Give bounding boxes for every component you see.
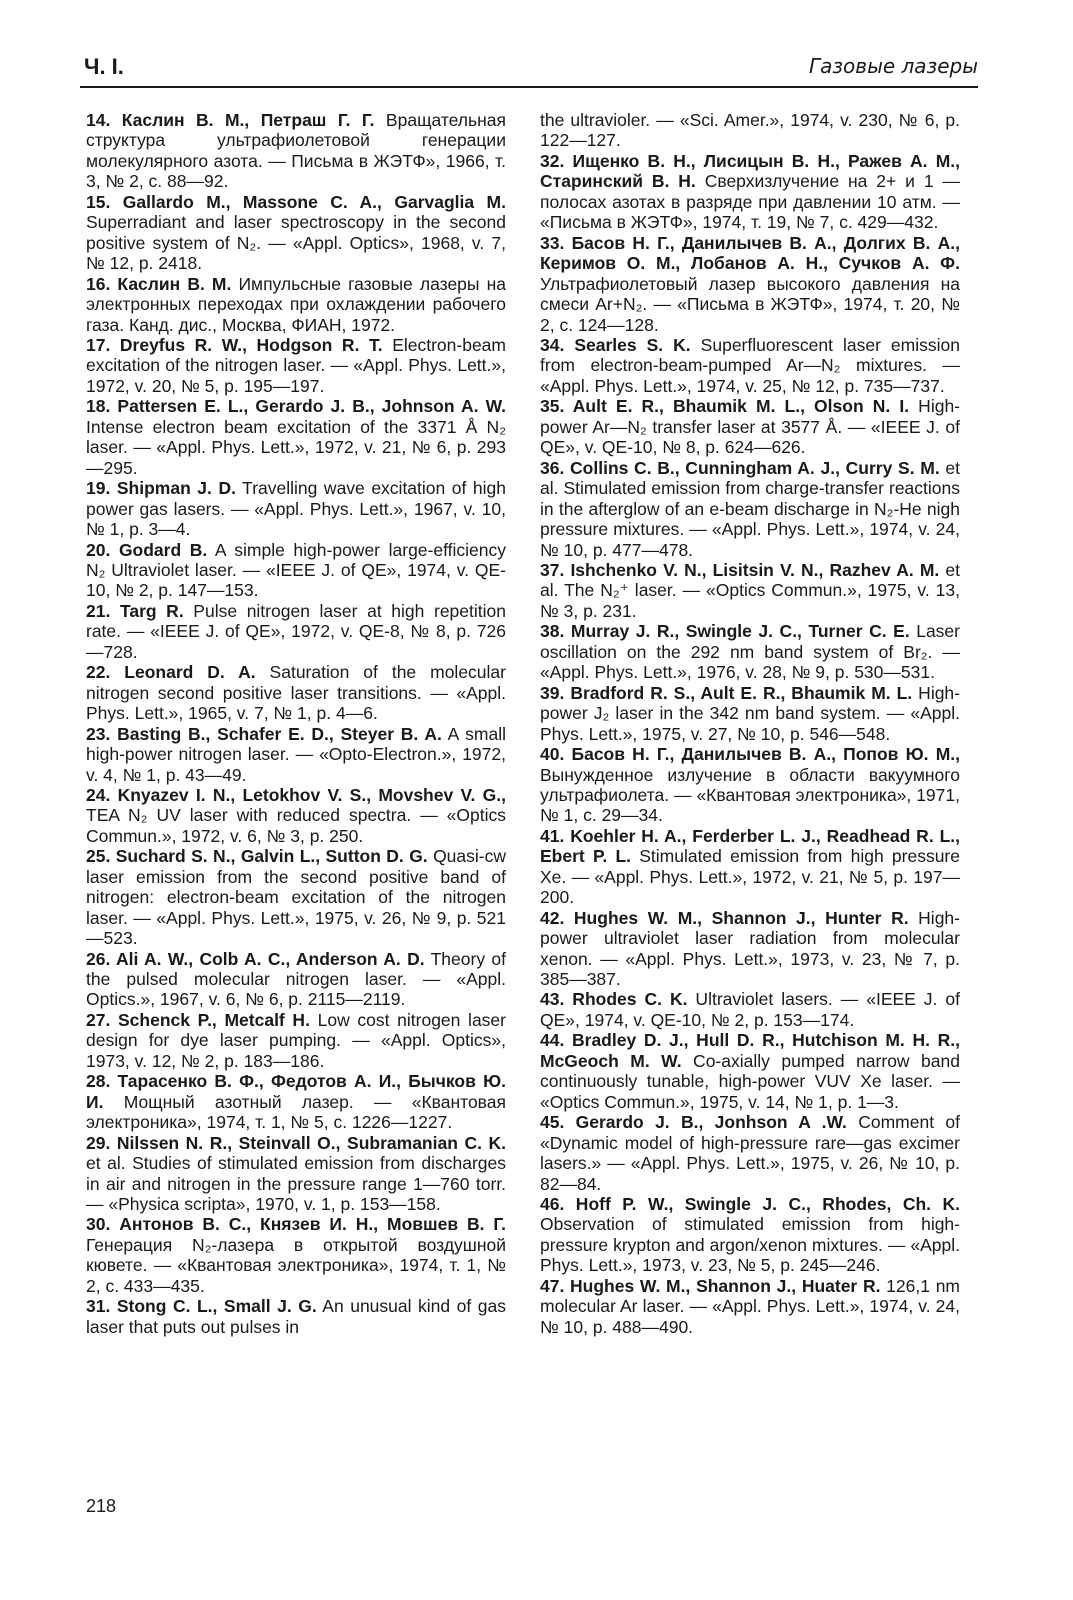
reference-text: et al. Studies of stimulated emission from discharges in air and nitrogen in the pressure range 1—760 torr. — «Physica scripta», 1970, v. 1, p. 153—158. [86,1153,506,1215]
reference-authors: 36. Collins C. B., Cunningham A. J., Curry S. M. [540,457,940,478]
chapter-label: Ч. I. [84,54,124,79]
reference-text: A simple high-power large-efficiency N₂ Ultraviolet laser. — «IEEE J. of QE», 1974, v. QE-10, № 2, p. 147—153. [86,539,506,601]
reference-entry [86,949,506,1010]
reference-text: Superfluorescent laser emission from electron-beam-pumped Ar—N₂ mixtures. — «Appl. Phys. Lett.», 1974, v. 25, № 12, p. 735—737. [540,334,960,396]
reference-authors: 38. Murray J. R., Swingle J. C., Turner C. E. [540,621,910,642]
reference-text: High-power ultraviolet laser radiation from molecular xenon. — «Appl. Phys. Lett.», 1973, v. 23, № 7, p. 385—387. [540,907,960,990]
left-column [86,110,506,1337]
reference-text: Ультрафиолетовый лазер высокого давления на смеси Ar+N₂. — «Письма в ЖЭТФ», 1974, т. 20, № 2, с. 124—128. [540,273,960,335]
reference-text: Intense electron beam excitation of the 3371 Å N₂ laser. — «Appl. Phys. Lett.», 1972, v. 21, № 6, p. 293—295. [86,416,506,478]
reference-entry [86,540,506,601]
reference-authors: 15. Gallardo M., Massone C. A., Garvaglia M. [86,191,506,212]
reference-entry [86,110,506,192]
reference-text: Вращательная структура ультрафиолетовой генерации молекулярного азота. — Письма в ЖЭТФ», 1966, т. 3, № 2, с. 88—92. [86,110,506,192]
page-number: 218 [86,1496,117,1516]
reference-entry [86,1071,506,1132]
reference-entry [540,335,960,396]
reference-authors: 30. Антонов В. С., Князев И. Н., Мовшев В. Г. [86,1214,506,1235]
reference-text: Observation of stimulated emission from high-pressure krypton and argon/xenon mixtures. — «Appl. Phys. Lett.», 1973, v. 23, № 5, p. 245—246. [540,1214,960,1276]
reference-entry [540,151,960,233]
reference-authors: 37. Ishchenko V. N., Lisitsin V. N., Razhev A. M. [540,559,940,580]
reference-text: Сверхизлучение на 2+ и 1 — полосах азотах в разряде при давлении 10 атм. — «Письма в ЖЭТФ», 1974, т. 19, № 7, с. 429—432. [540,171,960,233]
reference-entry [540,744,960,826]
reference-text: TEA N₂ UV laser with reduced spectra. — «Optics Commun.», 1972, v. 6, № 3, p. 250. [86,805,506,846]
reference-authors: 18. Pattersen E. L., Gerardo J. B., Johnson A. W. [86,396,506,417]
reference-text: Comment of «Dynamic model of high-pressure rare—gas excimer lasers.» — «Appl. Phys. Lett.», 1975, v. 26, № 10, p. 82—84. [540,1112,960,1194]
reference-text: et al. The N₂⁺ laser. — «Optics Commun.», 1975, v. 13, № 3, p. 231. [540,559,960,621]
reference-text: Superradiant and laser spectroscopy in the second positive system of N₂. — «Appl. Optics», 1968, v. 7, № 12, p. 2418. [86,212,506,274]
reference-entry [86,478,506,539]
reference-text: Вынужденное излучение в области вакуумного ультрафиолета. — «Квантовая электроника», 1971, № 1, с. 29—34. [540,764,960,826]
reference-authors: 17. Dreyfus R. W., Hodgson R. T. [86,334,383,355]
reference-entry [86,601,506,662]
reference-entry [540,621,960,682]
reference-authors: 28. Тарасенко В. Ф., Федотов А. И., Бычков Ю. И. [86,1071,506,1112]
reference-text: Pulse nitrogen laser at high repetition rate. — «IEEE J. of QE», 1972, v. QE-8, № 8, p. 726—728. [86,600,506,662]
reference-entry [540,1276,960,1337]
reference-entry [86,1214,506,1296]
reference-entry [540,826,960,908]
reference-entry [540,458,960,560]
reference-authors: 21. Targ R. [86,600,184,621]
reference-entry [86,396,506,478]
reference-authors: 42. Hughes W. M., Shannon J., Hunter R. [540,907,909,928]
reference-text: et al. Stimulated emission from charge-transfer reactions in the afterglow of an e-beam discharge in N₂-He nigh pressure mixtures. — «Appl. Phys. Lett.», 1974, v. 24, № 10, p. 477—478. [540,457,960,560]
reference-authors: 19. Shipman J. D. [86,478,236,499]
reference-text: Генерация N₂-лазера в открытой воздушной кювете. — «Квантовая электроника», 1974, т. 1, № 2, с. 433—435. [86,1234,506,1296]
reference-entry [540,396,960,457]
right-column [540,110,960,1337]
reference-entry [86,724,506,785]
reference-entry [540,989,960,1030]
reference-entry [86,785,506,846]
reference-authors: 25. Suchard S. N., Galvin L., Sutton D. G. [86,846,428,867]
reference-entry [86,846,506,948]
reference-text: Ultraviolet lasers. — «IEEE J. of QE», 1974, v. QE-10, № 2, p. 153—174. [540,989,960,1030]
reference-text: Travelling wave excitation of high power gas lasers. — «Appl. Phys. Lett.», 1967, v. 10, № 1, p. 3—4. [86,478,507,540]
reference-authors: 20. Godard B. [86,539,208,560]
reference-text: High-power Ar—N₂ transfer laser at 3577 Å. — «IEEE J. of QE», v. QE-10, № 8, p. 624—626. [540,396,960,458]
reference-text: Мощный азотный лазер. — «Квантовая электроника», 1974, т. 1, № 5, с. 1226—1227. [86,1091,506,1133]
reference-authors: 26. Ali A. W., Colb A. C., Anderson A. D. [86,948,425,969]
reference-authors: 32. Ищенко В. Н., Лисицын В. Н., Ражев А. М., Старинский В. Н. [540,150,960,192]
reference-authors: 35. Ault E. R., Bhaumik M. L., Olson N. I. [540,396,910,417]
reference-entry [86,192,506,274]
reference-authors: 16. Каслин В. М. [86,273,232,294]
reference-authors: 45. Gerardo J. B., Jonhson A .W. [540,1112,847,1133]
reference-authors: 27. Schenck P., Metcalf H. [86,1009,310,1030]
reference-text: A small high-power nitrogen laser. — «Opto-Electron.», 1972, v. 4, № 1, p. 43—49. [86,723,506,785]
reference-authors: 33. Басов Н. Г., Данилычев В. А., Долгих В. А., Керимов О. М., Лобанов А. Н., Сучков А. Ф. [540,232,960,274]
reference-entry [540,560,960,621]
reference-entry [86,1010,506,1071]
reference-authors: 22. Leonard D. A. [86,662,256,683]
reference-entry [540,908,960,990]
reference-text: An unusual kind of gas laser that puts out pulses in [86,1296,506,1337]
reference-entry [86,335,506,396]
running-header [80,50,978,84]
reference-text: Stimulated emission from high pressure Xe. — «Appl. Phys. Lett.», 1972, v. 21, № 5, p. 197—200. [540,846,960,908]
reference-text: Laser oscillation on the 292 nm band system of Br₂. — «Appl. Phys. Lett.», 1976, v. 28, № 9, p. 530—531. [540,621,960,683]
reference-text: Electron-beam excitation of the nitrogen laser. — «Appl. Phys. Lett.», 1972, v. 20, № 5, p. 195—197. [86,334,506,396]
reference-authors: 23. Basting B., Schafer E. D., Steyer B. A. [86,723,442,744]
reference-text: Quasi-cw laser emission from the second positive band of nitrogen: electron-beam excitation of the nitrogen laser. — «Appl. Phys. Lett.», 1975, v. 26, № 9, p. 521—523. [86,846,506,949]
reference-authors: 46. Hoff P. W., Swingle J. C., Rhodes, Ch. K. [540,1194,960,1215]
reference-entry [540,683,960,744]
reference-authors: 14. Каслин В. М., Петраш Г. Г. [86,110,375,130]
reference-authors: 41. Koehler H. A., Ferderber L. J., Readhead R. L., Ebert P. L. [540,825,960,867]
reference-authors: 39. Bradford R. S., Ault E. R., Bhaumik M. L. [540,682,913,703]
reference-text: 126,1 nm molecular Ar laser. — «Appl. Phys. Lett.», 1974, v. 24, № 10, p. 488—490. [540,1275,961,1337]
reference-authors: 24. Knyazev I. N., Letokhov V. S., Movshev V. G., [86,784,506,805]
reference-authors: 29. Nilssen N. R., Steinvall O., Subramanian C. K. [86,1132,506,1153]
reference-authors: 34. Searles S. K. [540,334,691,355]
reference-text: High-power J₂ laser in the 342 nm band system. — «Appl. Phys. Lett.», 1975, v. 27, № 10, p. 546—548. [540,682,960,744]
reference-authors: 43. Rhodes C. K. [540,989,688,1010]
reference-entry [86,274,506,335]
reference-entry [540,110,960,151]
reference-entry [86,1296,506,1337]
section-title: Газовые лазеры [809,54,978,78]
reference-entry [86,1133,506,1215]
reference-text: Low cost nitrogen laser design for dye laser pumping. — «Appl. Optics», 1973, v. 12, № 2, p. 183—186. [86,1009,506,1071]
reference-authors: 44. Bradley D. J., Hull D. R., Hutchison M. H. R., McGeoch M. W. [540,1030,960,1071]
reference-entry [86,662,506,723]
header-rule [80,86,978,88]
reference-entry [540,1194,960,1276]
reference-entry [540,233,960,335]
reference-text: Saturation of the molecular nitrogen second positive laser transitions. — «Appl. Phys. Lett.», 1965, v. 7, № 1, p. 4—6. [86,662,506,724]
reference-text: Co-axially pumped narrow band continuously tunable, high-power VUV Xe laser. — «Optics Commun.», 1975, v. 14, № 1, p. 1—3. [540,1050,960,1112]
reference-text: Theory of the pulsed molecular nitrogen laser. — «Appl. Optics.», 1967, v. 6, № 6, p. 2115—2119. [86,948,507,1010]
reference-text: the ultravioler. — «Sci. Amer.», 1974, v. 230, № 6, p. 122—127. [540,110,960,151]
reference-authors: 31. Stong C. L., Small J. G. [86,1296,317,1317]
reference-text: Импульсные газовые лазеры на электронных переходах при охлаждении рабочего газа. Канд. дис., Москва, ФИАН, 1972. [86,273,506,335]
reference-authors: 47. Hughes W. M., Shannon J., Huater R. [540,1275,881,1296]
reference-entry [540,1112,960,1194]
reference-entry [540,1030,960,1112]
reference-authors: 40. Басов Н. Г., Данилычев В. А., Попов Ю. М., [540,744,960,765]
